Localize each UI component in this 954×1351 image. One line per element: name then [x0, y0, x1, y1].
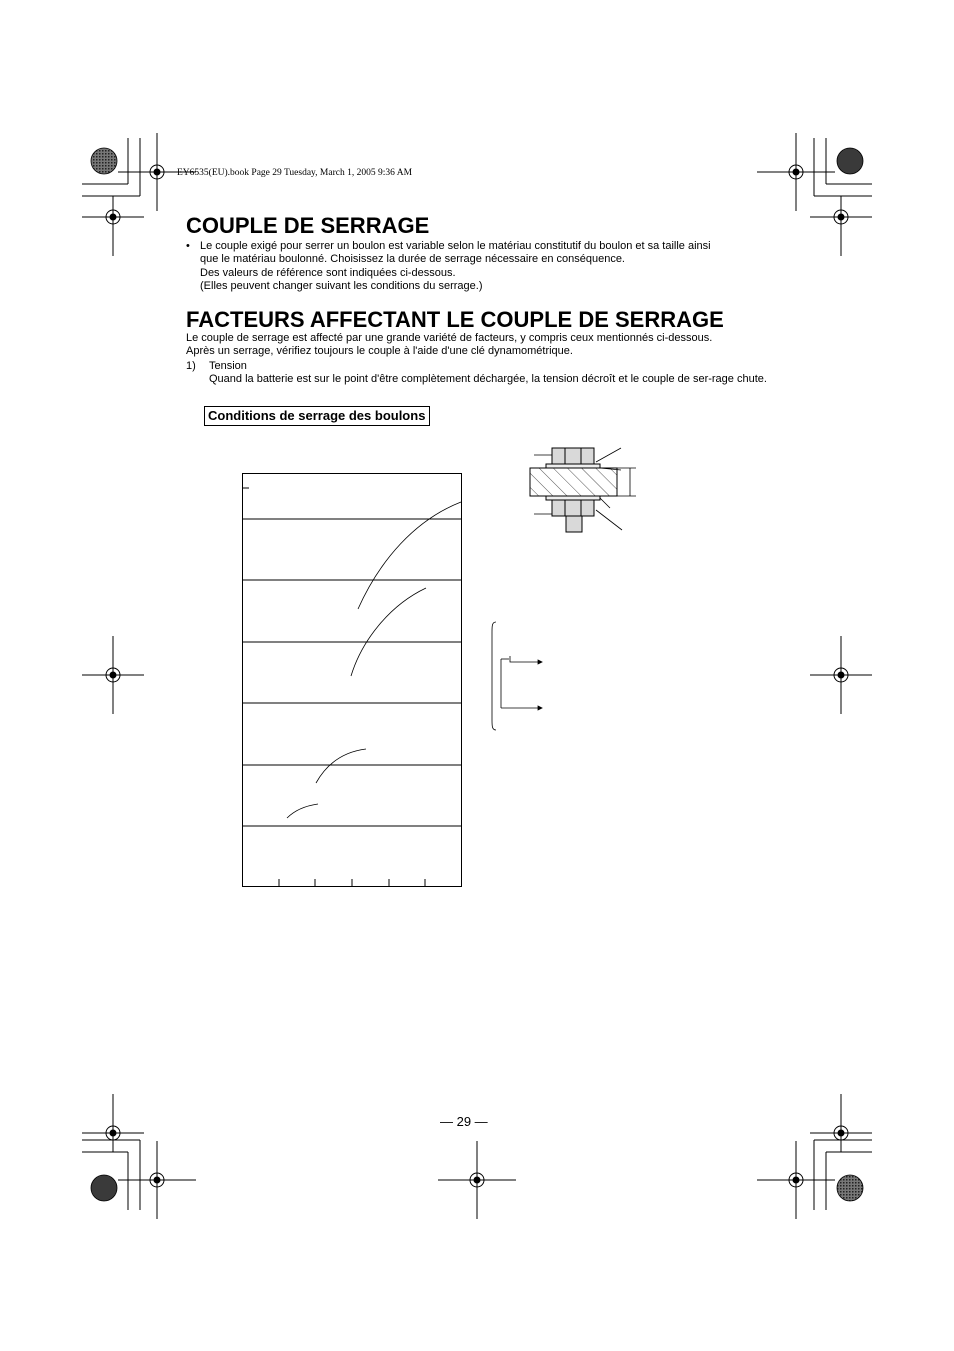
paragraph-line: Après un serrage, vérifiez toujours le couple à l'aide d'une clé dynamométrique.: [186, 345, 573, 358]
bolt-head: [552, 448, 594, 464]
torque-chart: [242, 474, 462, 887]
bracket: [492, 622, 496, 730]
conditions-label-box: Conditions de serrage des boulons: [204, 406, 430, 426]
list-number: 1): [186, 360, 196, 372]
section-title-couple-de-serrage: COUPLE DE SERRAGE: [186, 213, 430, 238]
color-rosettes: [91, 148, 863, 1201]
bracket-legend: [492, 622, 542, 730]
paragraph-line: Le couple de serrage est affecté par une grande variété de facteurs, y compris ceux mentionnés ci-dessous.: [186, 332, 713, 344]
bolt-diagram: [530, 448, 636, 532]
paragraph-line: Des valeurs de référence sont indiquées ci-dessous.: [200, 266, 456, 279]
bullet-marker: •: [186, 240, 190, 252]
paragraph-line: que le matériau boulonné. Choisissez la durée de serrage nécessaire en conséquence.: [200, 253, 625, 266]
page-number: — 29 —: [440, 1114, 488, 1129]
list-item-text: Quand la batterie est sur le point d'être complètement déchargée, la tension décroît et le couple de ser-rage chute.: [209, 373, 767, 386]
chart-series-4: [287, 804, 318, 818]
chart-series-3: [316, 749, 366, 783]
section-title-facteurs: FACTEURS AFFECTANT LE COUPLE DE SERRAGE: [186, 307, 724, 332]
chart-series-2: [351, 588, 426, 676]
registration-targets: [82, 133, 872, 1219]
chart-series-1: [358, 502, 461, 609]
list-item-title: Tension: [209, 360, 247, 372]
crop-marks: [82, 138, 872, 1210]
bolt-shaft-end: [566, 516, 582, 532]
paragraph-line: Le couple exigé pour serrer un boulon est variable selon le matériau constitutif du boulon et sa taille ainsi: [200, 240, 711, 252]
clamped-plate: [530, 468, 617, 496]
print-header: EY6535(EU).book Page 29 Tuesday, March 1, 2005 9:36 AM: [177, 168, 413, 178]
paragraph-line: (Elles peuvent changer suivant les conditions du serrage.): [200, 280, 483, 293]
chart-frame: [243, 474, 462, 887]
washer-top: [546, 464, 600, 468]
washer-bottom: [546, 496, 600, 500]
nut: [552, 500, 594, 516]
